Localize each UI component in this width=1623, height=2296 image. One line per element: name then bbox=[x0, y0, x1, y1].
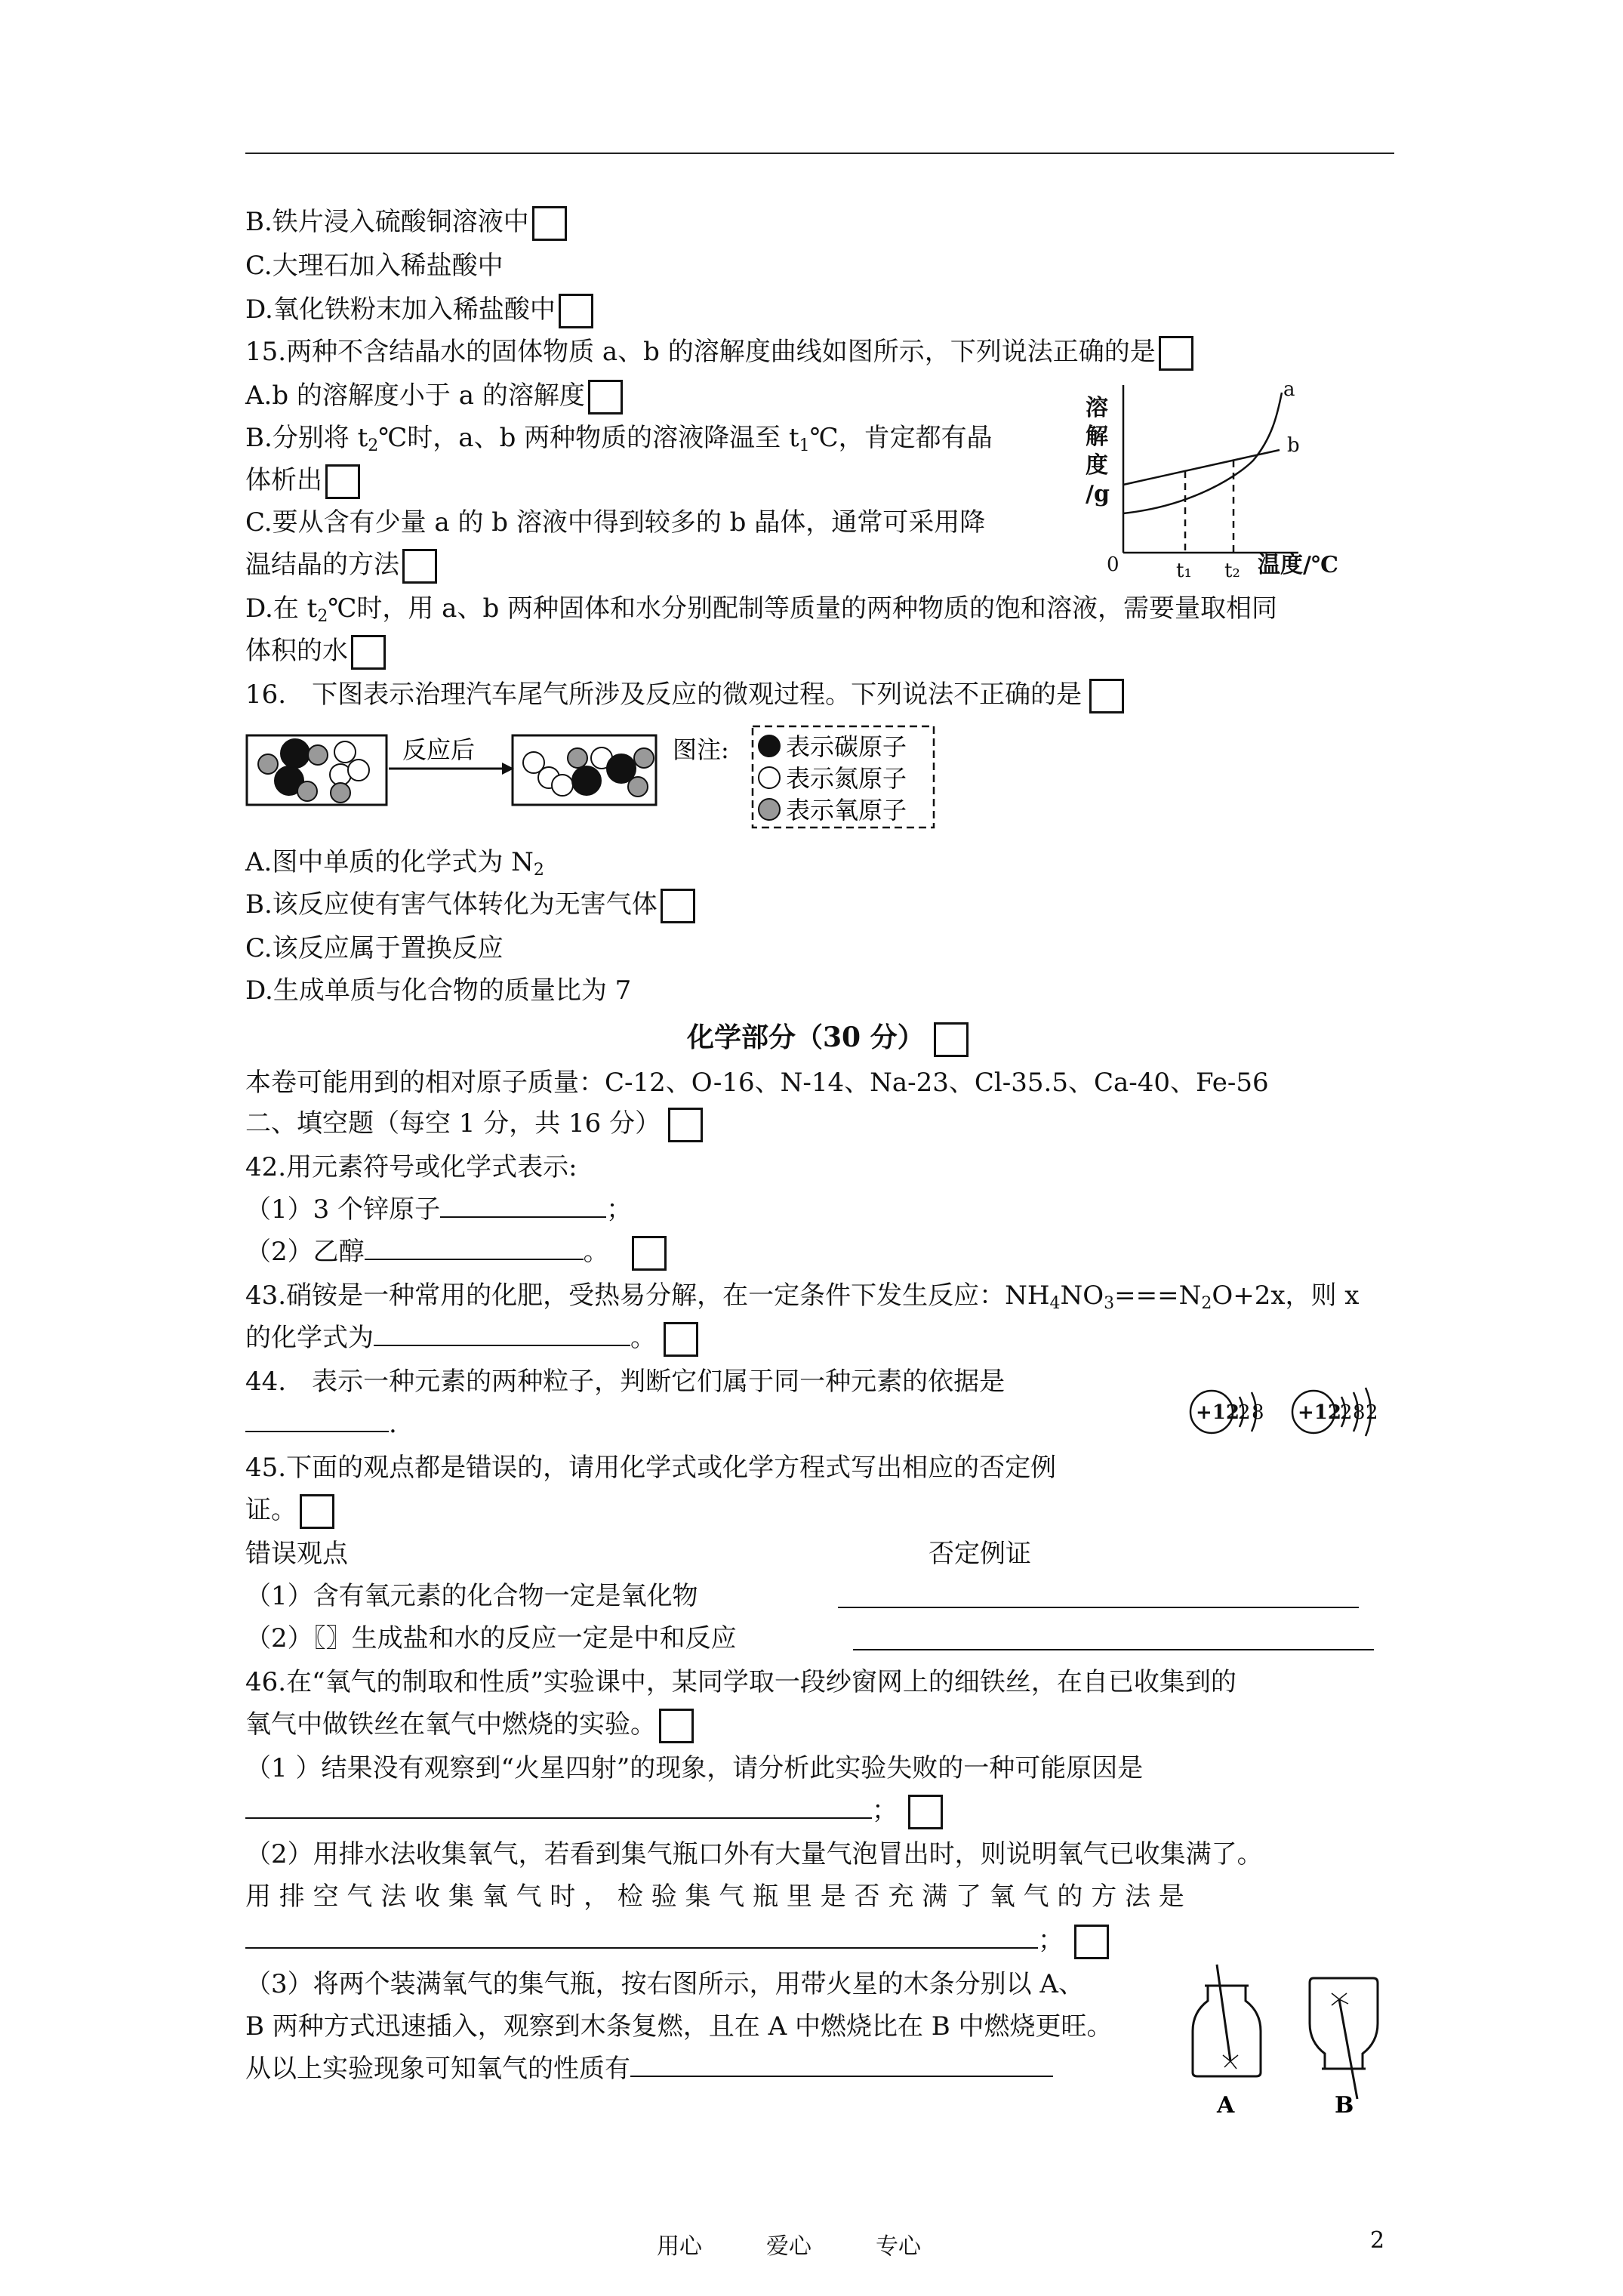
answer-box[interactable] bbox=[908, 1795, 943, 1829]
q15-option-c-cont: 温结晶的方法 bbox=[245, 548, 437, 584]
graph-ylabel-1: 溶 bbox=[1086, 395, 1108, 421]
curve-b bbox=[1123, 450, 1280, 485]
q45-row-1: （1）含有氧元素的化合物一定是氧化物 bbox=[245, 1581, 698, 1611]
answer-box[interactable] bbox=[1089, 679, 1124, 713]
q16-option-b: B.该反应使有害气体转化为无害气体 bbox=[245, 888, 695, 923]
q14-option-b: B.铁片浸入硫酸铜溶液中 bbox=[245, 205, 567, 241]
q44-stem: 44. 表示一种元素的两种粒子，判断它们属于同一种元素的依据是 bbox=[245, 1367, 1006, 1397]
splint-b bbox=[1339, 1999, 1357, 2099]
q15-stem: 15.两种不含结晶水的固体物质 a、b 的溶解度曲线如图所示，下列说法正确的是 bbox=[245, 335, 1193, 371]
q14-option-c: C.大理石加入稀盐酸中 bbox=[245, 251, 504, 281]
q16-stem: 16. 下图表示治理汽车尾气所涉及反应的微观过程。下列说法不正确的是 bbox=[245, 678, 1124, 713]
answer-box[interactable] bbox=[1074, 1925, 1109, 1959]
q46-part-2: （2）用排水法收集氧气，若看到集气瓶口外有大量气泡冒出时，则说明氧气已收集满了。 bbox=[245, 1839, 1263, 1869]
q16-option-d: D.生成单质与化合物的质量比为 7 bbox=[245, 975, 632, 1006]
svg-text:2: 2 bbox=[1366, 1401, 1378, 1424]
oxygen-atom-icon bbox=[759, 799, 780, 820]
header-rule bbox=[245, 153, 1394, 154]
footer-motto-3: 专心 bbox=[876, 2233, 921, 2260]
page-number: 2 bbox=[1370, 2227, 1385, 2254]
answer-blank[interactable] bbox=[245, 1408, 389, 1432]
gas-jar-figure bbox=[1178, 1963, 1404, 2114]
q43-line2: 的化学式为 。 bbox=[245, 1321, 698, 1357]
answer-box[interactable] bbox=[934, 1022, 969, 1057]
answer-box[interactable] bbox=[559, 294, 593, 328]
svg-text:2: 2 bbox=[1340, 1401, 1353, 1424]
q15-option-d: D.在 $t_2℃$时，用 a、b 两种固体和水分别配制等质量的两种物质的饱和溶液，需要量取相同 bbox=[245, 593, 1278, 626]
answer-blank[interactable] bbox=[365, 1236, 584, 1260]
svg-text:8: 8 bbox=[1353, 1401, 1366, 1424]
atom2-charge: +12 bbox=[1298, 1401, 1341, 1424]
reaction-arrow-label: 反应后 bbox=[402, 735, 476, 764]
q14-option-d: D.氧化铁粉末加入稀盐酸中 bbox=[245, 293, 593, 328]
q44-answer: . bbox=[245, 1407, 397, 1441]
answer-blank[interactable] bbox=[245, 1795, 872, 1819]
graph-t2: t₂ bbox=[1224, 559, 1240, 582]
answer-box[interactable] bbox=[1159, 336, 1193, 371]
answer-box[interactable] bbox=[300, 1494, 334, 1529]
legend-item-carbon: 表示碳原子 bbox=[786, 732, 907, 761]
svg-text:8: 8 bbox=[1252, 1401, 1264, 1424]
answer-box[interactable] bbox=[402, 549, 437, 584]
q46-part-2-cont: 用 排 空 气 法 收 集 氧 气 时 ， 检 验 集 气 瓶 里 是 否 充 满 了 氧 气 的 方 法 是 bbox=[245, 1881, 1184, 1912]
svg-text:2: 2 bbox=[1238, 1401, 1251, 1424]
carbon-atom-icon bbox=[759, 735, 780, 757]
reaction-diagram bbox=[245, 725, 970, 831]
graph-xlabel: 温度/℃ bbox=[1258, 552, 1338, 578]
answer-box[interactable] bbox=[664, 1322, 698, 1357]
q16-option-c: C.该反应属于置换反应 bbox=[245, 933, 504, 963]
q46-part-3-cont: B 两种方式迅速插入，观察到木条复燃，且在 A 中燃烧比在 B 中燃烧更旺。 bbox=[245, 2011, 1113, 2042]
graph-curve-a-label: a bbox=[1283, 378, 1295, 401]
q16-option-a: A.图中单质的化学式为 $N_2$ bbox=[245, 847, 544, 880]
section-title: 化学部分（30 分） bbox=[687, 1016, 969, 1057]
answer-box[interactable] bbox=[661, 889, 695, 923]
answer-blank[interactable] bbox=[838, 1584, 1359, 1608]
label-b: B bbox=[1335, 2092, 1354, 2114]
graph-origin: 0 bbox=[1107, 553, 1119, 576]
answer-box[interactable] bbox=[668, 1108, 703, 1142]
legend-title: 图注: bbox=[673, 735, 729, 764]
footer-motto-2: 爱心 bbox=[766, 2233, 812, 2260]
q42-item-2: （2）乙醇 。 bbox=[245, 1235, 667, 1271]
q46-part-1-answer: ； bbox=[245, 1794, 943, 1829]
q15-option-b-cont: 体析出 bbox=[245, 464, 360, 499]
nitrogen-atom-icon bbox=[759, 767, 780, 788]
q15-option-d-cont: 体积的水 bbox=[245, 634, 386, 670]
curve-a bbox=[1123, 393, 1282, 513]
answer-box[interactable] bbox=[588, 380, 623, 415]
q15-option-c: C.要从含有少量 a 的 b 溶液中得到较多的 b 晶体，通常可采用降 bbox=[245, 507, 986, 538]
q43-stem: 43.硝铵是一种常用的化肥，受热易分解，在一定条件下发生反应：$NH_4NO_3===N_2O+2x$，则 x bbox=[245, 1281, 1360, 1313]
atomic-masses-note: 本卷可能用到的相对原子质量：C-12、O-16、N-14、Na-23、Cl-35.5、Ca-40、Fe-56 bbox=[245, 1068, 1269, 1098]
answer-blank[interactable] bbox=[245, 1925, 1038, 1949]
q45-stem-cont: 证。 bbox=[245, 1493, 334, 1529]
q46-part-1: （1 ）结果没有观察到“火星四射”的现象，请分析此实验失败的一种可能原因是 bbox=[245, 1753, 1144, 1783]
answer-box[interactable] bbox=[532, 206, 567, 241]
q46-stem-cont: 氧气中做铁丝在氧气中燃烧的实验。 bbox=[245, 1708, 694, 1743]
q46-part-3-cont2: 从以上实验现象可知氧气的性质有 bbox=[245, 2052, 1053, 2085]
q15-option-b: B.分别将 $t_2℃$时，a、b 两种物质的溶液降温至 $t_1℃$，肯定都有晶 bbox=[245, 423, 993, 455]
answer-blank[interactable] bbox=[853, 1626, 1374, 1650]
graph-ylabel-4: /g bbox=[1086, 481, 1110, 507]
atom-structure-diagrams bbox=[1178, 1374, 1404, 1450]
answer-box[interactable] bbox=[632, 1236, 667, 1271]
q45-col-wrong-view: 错误观点 bbox=[245, 1539, 348, 1569]
graph-t1: t₁ bbox=[1176, 559, 1192, 582]
answer-blank[interactable] bbox=[630, 2053, 1053, 2077]
part-two-heading: 二、填空题（每空 1 分，共 16 分） bbox=[245, 1107, 703, 1142]
answer-blank[interactable] bbox=[440, 1194, 606, 1218]
q45-row-2: （2）〖〗生成盐和水的反应一定是中和反应 bbox=[245, 1623, 737, 1653]
graph-ylabel-3: 度 bbox=[1086, 452, 1108, 479]
splint-a bbox=[1217, 1965, 1230, 2061]
graph-ylabel-2: 解 bbox=[1086, 424, 1108, 450]
q42-stem: 42.用元素符号或化学式表示: bbox=[245, 1152, 577, 1182]
graph-curve-b-label: b bbox=[1287, 434, 1300, 457]
label-a: A bbox=[1217, 2092, 1235, 2114]
solubility-graph bbox=[1079, 378, 1381, 589]
legend-item-nitrogen: 表示氮原子 bbox=[786, 764, 907, 793]
q46-part-2-answer: ； bbox=[245, 1924, 1109, 1959]
q15-option-a: A.b 的溶解度小于 a 的溶解度 bbox=[245, 379, 623, 415]
q45-stem: 45.下面的观点都是错误的，请用化学式或化学方程式写出相应的否定例 bbox=[245, 1453, 1057, 1483]
q42-item-1: （1）3 个锌原子 ； bbox=[245, 1194, 633, 1225]
answer-blank[interactable] bbox=[374, 1322, 630, 1346]
q45-col-counterexample: 否定例证 bbox=[929, 1539, 1031, 1569]
legend-item-oxygen: 表示氧原子 bbox=[786, 796, 907, 824]
answer-box[interactable] bbox=[659, 1709, 694, 1743]
answer-box[interactable] bbox=[325, 464, 360, 499]
q46-stem: 46.在“氧气的制取和性质”实验课中，某同学取一段纱窗网上的细铁丝，在自已收集到的 bbox=[245, 1667, 1236, 1697]
q46-part-3: （3）将两个装满氧气的集气瓶，按右图所示，用带火星的木条分别以 A、 bbox=[245, 1969, 1084, 1999]
answer-box[interactable] bbox=[351, 635, 386, 670]
footer-motto-1: 用心 bbox=[657, 2233, 702, 2260]
atom1-charge: +12 bbox=[1196, 1401, 1240, 1424]
